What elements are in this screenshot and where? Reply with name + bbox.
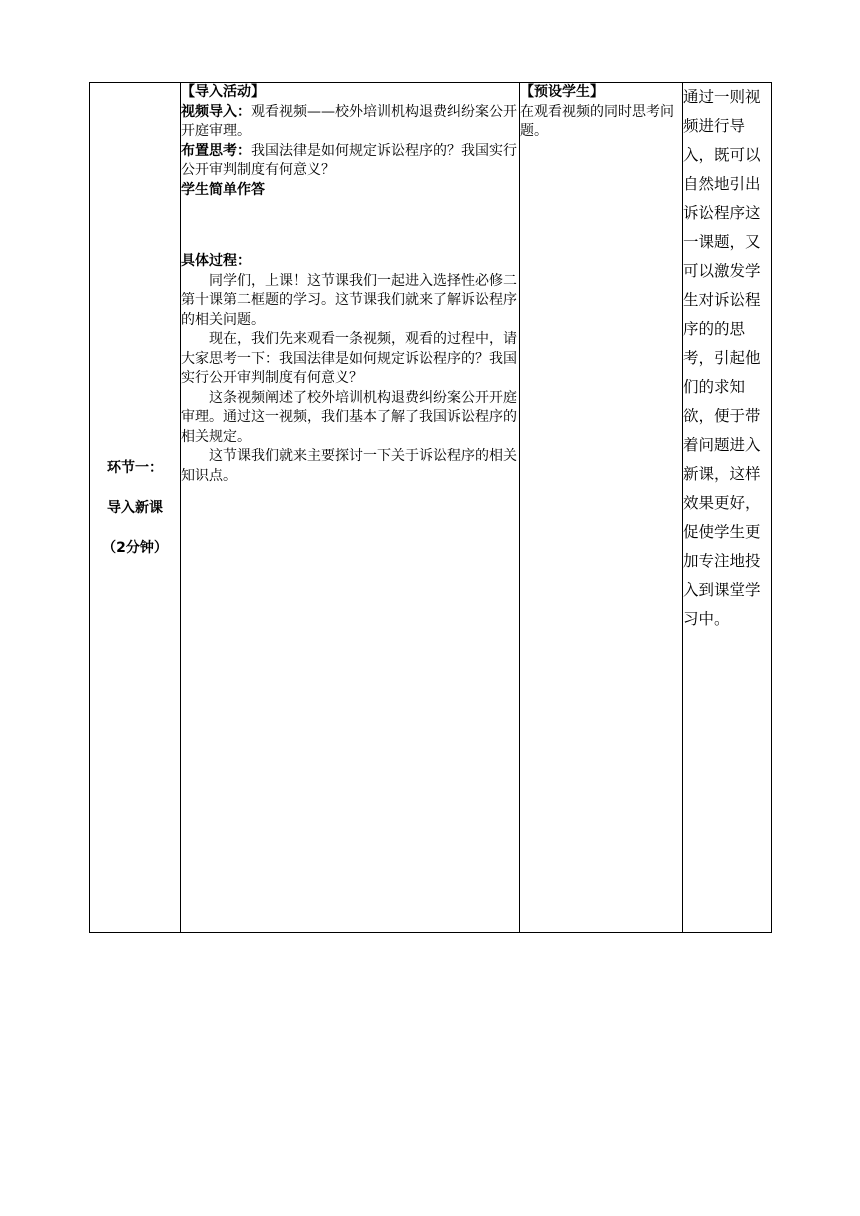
video-intro	[181, 103, 519, 142]
intent-text-1: 通过一则视频进行导入，既可以自然地引出诉讼程序这一课题，又可以激发学生对	[683, 88, 761, 309]
process-paragraph: 现在，我们先来观看一条视频，观看的过程中，请大家思考一下：我国法律是如何规定诉讼程序的？我国实行公开审判制度有何意义？	[181, 331, 517, 386]
lesson-plan-table	[89, 82, 772, 933]
student-answer-note: 学生简单作答	[181, 181, 265, 198]
student-heading: 【预设学生】	[520, 84, 604, 100]
student-text: 在观看视频的同时思考问题。	[520, 103, 674, 139]
design-intent-cell	[683, 83, 772, 933]
video-intro-label: 视频导入：	[181, 103, 251, 120]
stage-duration: （2分钟）	[102, 539, 168, 556]
think-prompt-text: 我国法律是如何规定诉讼程序的？我国实行公开审判制度有何意义？	[181, 142, 517, 178]
process-paragraph: 这节课我们就来主要探讨一下关于诉讼程序的相关知识点。	[181, 448, 517, 484]
intent-text-3: 的思考，引起他们的求知欲，便于带着问题进入新课，这样效果更好，促使学生更加专注地投入到课堂学习中。	[683, 320, 761, 628]
activity-heading: 【导入活动】	[181, 84, 265, 100]
video-intro-text: 观看视频——校外培训机构退费纠纷案公开开庭审理。	[181, 103, 517, 139]
stage-cell	[90, 83, 181, 933]
think-prompt	[181, 142, 519, 181]
process-paragraph: 这条视频阐述了校外培训机构退费纠纷案公开开庭审理。通过这一视频，我们基本了解了我国诉讼程序的相关规定。	[181, 389, 517, 445]
process-heading: 具体过程：	[181, 253, 251, 269]
teacher-activity-cell	[181, 83, 520, 933]
stage-title: 导入新课	[107, 499, 163, 516]
process-paragraph: 同学们，上课！这节课我们一起进入选择性必修二第十课第二框题的学习。这节课我们就来了解诉讼程序的相关问题。	[181, 272, 517, 328]
think-prompt-label: 布置思考：	[181, 142, 251, 159]
stage-step-label: 环节一：	[107, 459, 163, 476]
student-activity-cell	[520, 83, 683, 933]
intent-text-2: 诉讼程序的	[683, 291, 761, 338]
